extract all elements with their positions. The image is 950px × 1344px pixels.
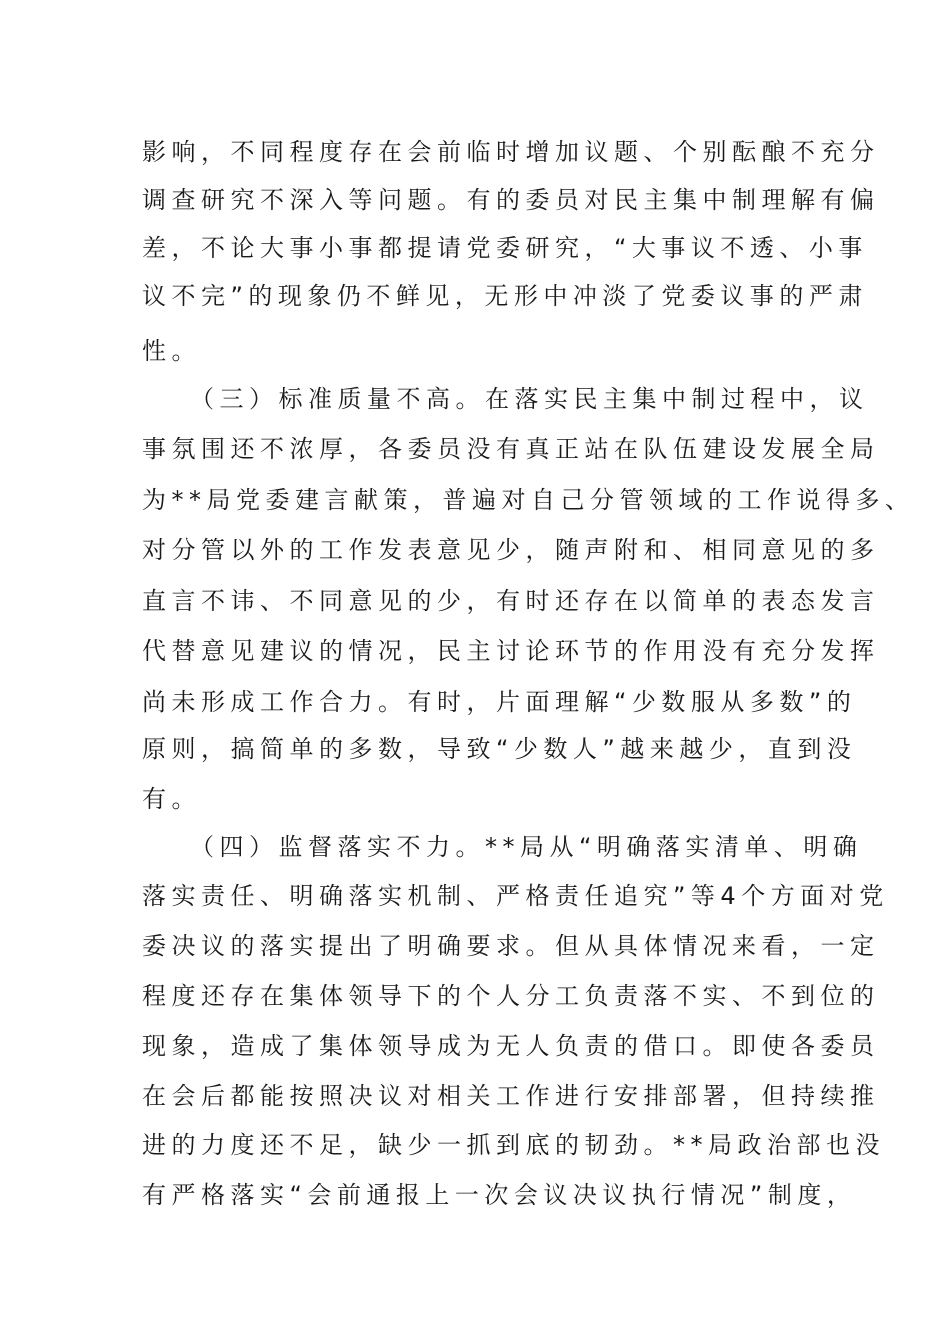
text-line: 进的力度还不足，缺少一抓到底的韧劲。**局政治部也没 xyxy=(142,1131,885,1159)
text-line: 代替意见建议的情况，民主讨论环节的作用没有充分发挥 xyxy=(142,637,880,665)
text-line: 程度还存在集体领导下的个人分工负责落不实、不到位的 xyxy=(142,982,880,1010)
text-line: 委决议的落实提出了明确要求。但从具体情况来看，一定 xyxy=(142,932,880,960)
text-line: 有严格落实“会前通报上一次会议决议执行情况”制度， xyxy=(142,1181,857,1209)
text-line: 调查研究不深入等问题。有的委员对民主集中制理解有偏 xyxy=(142,186,880,214)
text-line: 尚未形成工作合力。有时，片面理解“少数服从多数”的 xyxy=(142,688,857,716)
text-line: 议不完”的现象仍不鲜见，无形中冲淡了党委议事的严肃 xyxy=(142,282,868,310)
text-line: 事氛围还不浓厚，各委员没有真正站在队伍建设发展全局 xyxy=(142,435,880,463)
text-line: 性。 xyxy=(142,337,201,365)
paragraph-heading-4: （四）监督落实不力。**局从“明确落实清单、明确 xyxy=(190,833,863,861)
text-line: 原则，搞简单的多数，导致“少数人”越来越少，直到没 xyxy=(142,735,857,763)
text-line: 为**局党委建言献策，普遍对自己分管领域的工作说得多、 xyxy=(142,486,915,514)
text-line: 差，不论大事小事都提请党委研究，“大事议不透、小事 xyxy=(142,234,868,262)
text-line: 在会后都能按照决议对相关工作进行安排部署，但持续推 xyxy=(142,1082,880,1110)
text-line: 直言不讳、不同意见的少，有时还存在以简单的表态发言 xyxy=(142,587,880,615)
paragraph-heading-3: （三）标准质量不高。在落实民主集中制过程中，议 xyxy=(190,385,869,413)
text-line: 有。 xyxy=(142,785,201,813)
text-line: 现象，造成了集体领导成为无人负责的借口。即使各委员 xyxy=(142,1032,880,1060)
text-line: 影响，不同程度存在会前临时增加议题、个别酝酿不充分 xyxy=(142,138,880,166)
text-line: 对分管以外的工作发表意见少，随声附和、相同意见的多 xyxy=(142,536,880,564)
text-line: 落实责任、明确落实机制、严格责任追究”等4个方面对党 xyxy=(142,882,889,910)
